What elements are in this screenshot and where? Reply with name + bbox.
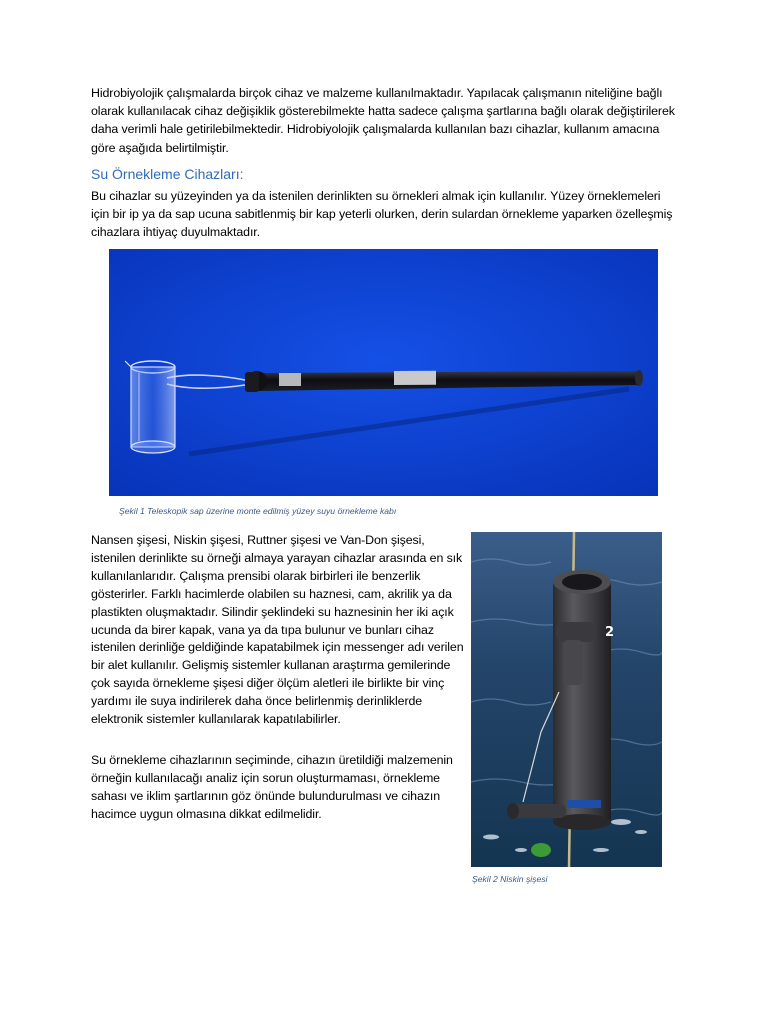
section-paragraph: Bu cihazlar su yüzeyinden ya da istenilen derinlikten su örnekleri almak için kullanılır. Yüzey örneklemeleri için bir ip ya da sap ucuna sabitlenmiş bir kap yeterli olurken, derin sulardan örnekleme yaparken özelleşmiş cihazlara ihtiyaç duyulmaktadır. bbox=[91, 189, 673, 240]
figure-1-caption: Şekil 1 Teleskopik sap üzerine monte edilmiş yüzey suyu örnekleme kabı bbox=[119, 506, 397, 516]
sampling-cup bbox=[125, 361, 175, 453]
niskin-paragraph: Nansen şişesi, Niskin şişesi, Ruttner şişesi ve Van-Don şişesi, istenilen derinlikte su örneği almaya yarayan cihazlar arasında en sık kullanılanlarıdır. Çalışma prensibi olarak birbirleri ile benzerlik gösterirler. Farklı hacimlerde olabilen su haznesi, cam, akrilik ya da plastikten oluşmaktadır. Silindir şeklindeki su haznesinin her iki açık ucunda da birer kapak, vana ya da tıpa bulunur ve bunları cihaz istenilen derinliğe geldiğinde kapatabilmek için messenger adı verilen bir alet kullanılır. Gelişmiş sistemler kullanan araştırma gemilerinde çok sayıda örnekleme şişesi diğer ölçüm aletleri ile birlikte bir vinç yardımı ile suya indirilerek daha önce belirlenmiş derinliklerde elektronik sistemler kullanılarak kapatılabilirler. bbox=[91, 533, 464, 727]
selection-paragraph: Su örnekleme cihazlarının seçiminde, cihazın üretildiği malzemenin örneğin kullanılacağı analiz için sorun oluşturmaması, örnekleme sahası ve iklim şartlarının göz önünde bulundurulması ve cihazın hacimce uygun olmasına dikkat edilmelidir. bbox=[91, 753, 453, 821]
section-heading: Su Örnekleme Cihazları: bbox=[91, 166, 244, 182]
figure-telescopic-sampler-image bbox=[109, 249, 658, 496]
intro-paragraph: Hidrobiyolojik çalışmalarda birçok cihaz ve malzeme kullanılmaktadır. Yapılacak çalışmanın niteliğine bağlı olarak kullanılacak cihaz değişiklik gösterebilmekte hatta sadece çalışma şartlarına bağlı olarak değiştirilerek daha verimli hale getirilebilmektedir. Hidrobiyolojik çalışmalarda kullanılan bazı cihazlar, kullanım amacına göre aşağıda belirtilmiştir. bbox=[91, 86, 675, 155]
figure-2-caption: Şekil 2 Niskin şişesi bbox=[472, 874, 548, 884]
green-object bbox=[531, 843, 551, 857]
figure-niskin-bottle-image bbox=[471, 532, 662, 867]
bottle-number-label: 2 bbox=[605, 625, 615, 640]
